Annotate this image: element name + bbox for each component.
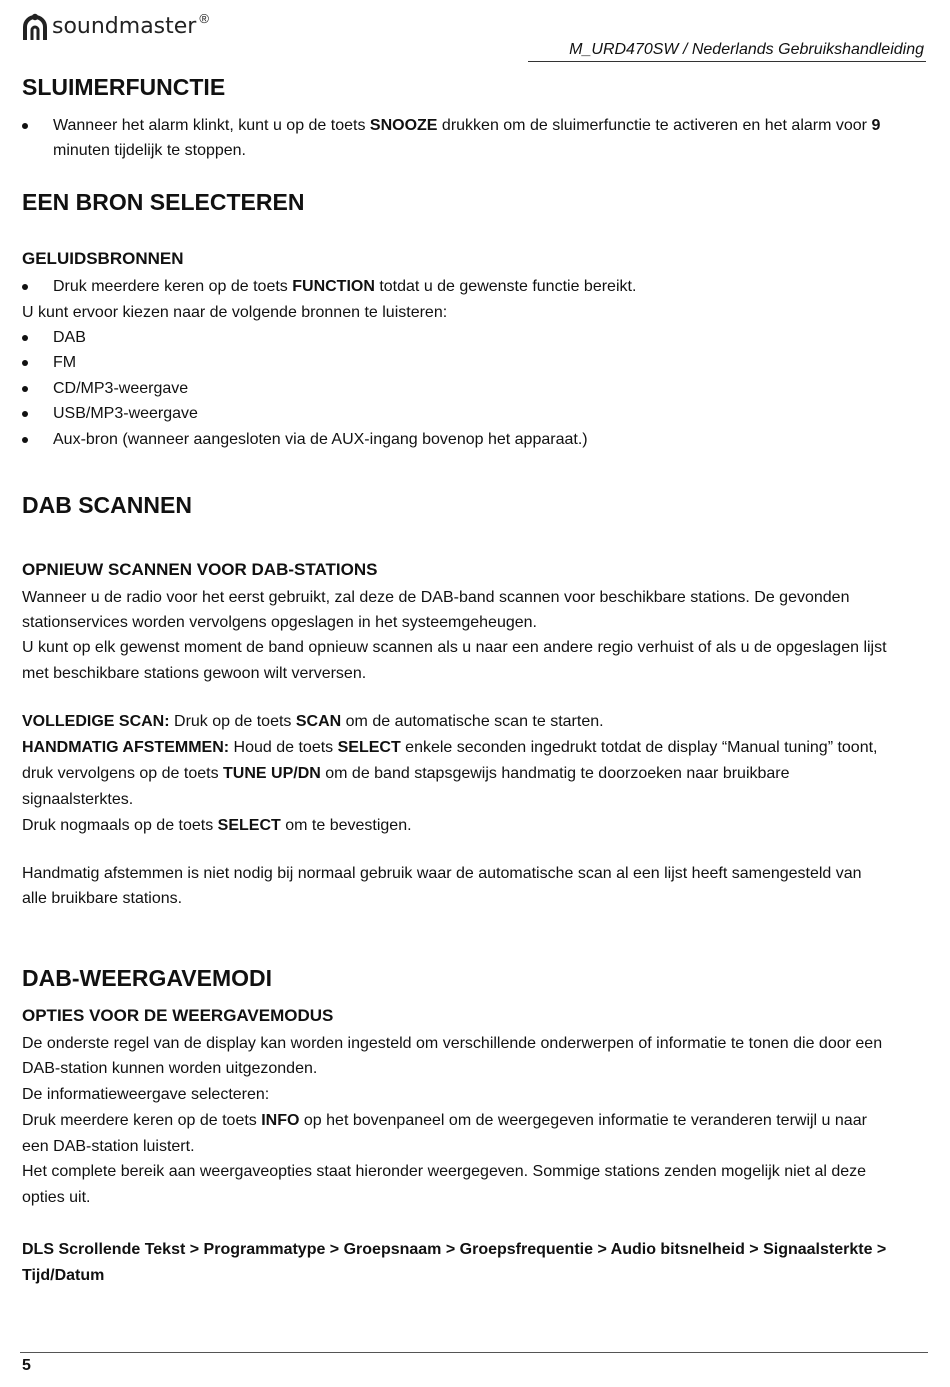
soundmaster-logo-icon [22,12,48,42]
page-number: 5 [22,1357,31,1374]
bullet-dot [22,123,28,129]
display-text-line-3: De informatieweergave selecteren: [22,1086,270,1103]
section-title-snooze: SLUIMERFUNCTIE [22,74,226,100]
subtitle-display-options: OPTIES VOOR DE WEERGAVEMODUS [22,1006,334,1025]
snooze-text-line-2: minuten tijdelijk te stoppen. [53,142,246,159]
snooze-text-line-1: Wanneer het alarm klinkt, kunt u op de toets SNOOZE drukken om de sluimerfunctie te activeren en het alarm voor 9 [53,117,881,134]
source-item-aux: Aux-bron (wanneer aangesloten via de AUX-ingang bovenop het apparaat.) [53,431,588,448]
display-text-line-7: opties uit. [22,1189,91,1206]
source-item-usb: USB/MP3-weergave [53,405,198,422]
source-item-fm: FM [53,354,77,371]
source-item-cd: CD/MP3-weergave [53,380,189,397]
manual-note-line-1: Handmatig afstemmen is niet nodig bij normaal gebruik waar de automatische scan al een lijst heeft samengesteld van [22,865,862,882]
bullet-dot [22,335,28,341]
display-text-line-2: DAB-station kunnen worden uitgezonden. [22,1060,318,1077]
section-title-dab-scan: DAB SCANNEN [22,492,192,518]
bullet-dot [22,411,28,417]
manual-tuning-line-1: HANDMATIG AFSTEMMEN: Houd de toets SELECT enkele seconden ingedrukt totdat de display “Manual tuning” toont, [22,739,878,756]
bullet-dot [22,360,28,366]
section-title-dab-display: DAB-WEERGAVEMODI [22,965,273,991]
confirm-instruction: Druk nogmaals op de toets SELECT om te bevestigen. [22,817,412,834]
bullet-dot [22,437,28,443]
sources-intro: U kunt ervoor kiezen naar de volgende bronnen te luisteren: [22,304,448,321]
header-divider [528,61,926,62]
display-sequence-line-1: DLS Scrollende Tekst > Programmatype > Groepsnaam > Groepsfrequentie > Audio bitsnelheid > Signaalsterkte > [22,1241,887,1258]
source-item-dab: DAB [53,329,86,346]
display-text-line-4: Druk meerdere keren op de toets INFO op het bovenpaneel om de weergegeven informatie te veranderen terwijl u naar [22,1112,867,1129]
dab-scan-text-line-2: stationservices worden vervolgens opgeslagen in het systeemgeheugen. [22,614,537,631]
bullet-dot [22,386,28,392]
display-sequence-line-2: Tijd/Datum [22,1267,105,1284]
dab-scan-text-line-4: met beschikbare stations gewoon wilt verversen. [22,665,367,682]
full-scan-instruction: VOLLEDIGE SCAN: Druk op de toets SCAN om de automatische scan te starten. [22,713,604,730]
subtitle-sound-sources: GELUIDSBRONNEN [22,249,184,268]
display-text-line-6: Het complete bereik aan weergaveopties staat hieronder weergegeven. Sommige stations zenden mogelijk niet al deze [22,1163,867,1180]
brand-logo [22,10,209,44]
registered-mark: ® [199,10,209,26]
manual-note-line-2: alle bruikbare stations. [22,890,183,907]
bullet-dot [22,284,28,290]
document-title: M_URD470SW / Nederlands Gebruikshandleiding [569,41,924,58]
display-text-line-5: een DAB-station luistert. [22,1138,195,1155]
section-title-source: EEN BRON SELECTEREN [22,189,305,215]
manual-tuning-line-2: druk vervolgens op de toets TUNE UP/DN om de band stapsgewijs handmatig te doorzoeken naar bruikbare [22,765,790,782]
dab-scan-text-line-1: Wanneer u de radio voor het eerst gebruikt, zal deze de DAB-band scannen voor beschikbare stations. De gevonden [22,589,850,606]
dab-scan-text-line-3: U kunt op elk gewenst moment de band opnieuw scannen als u naar een andere regio verhuist of als u de opgeslagen lijst [22,639,887,656]
manual-tuning-line-3: signaalsterktes. [22,791,134,808]
brand-name: soundmaster [52,13,197,39]
footer-divider [20,1352,928,1353]
display-text-line-1: De onderste regel van de display kan worden ingesteld om verschillende onderwerpen of informatie te tonen die door een [22,1035,883,1052]
function-instruction: Druk meerdere keren op de toets FUNCTION totdat u de gewenste functie bereikt. [53,278,637,295]
subtitle-rescan: OPNIEUW SCANNEN VOOR DAB-STATIONS [22,560,378,579]
